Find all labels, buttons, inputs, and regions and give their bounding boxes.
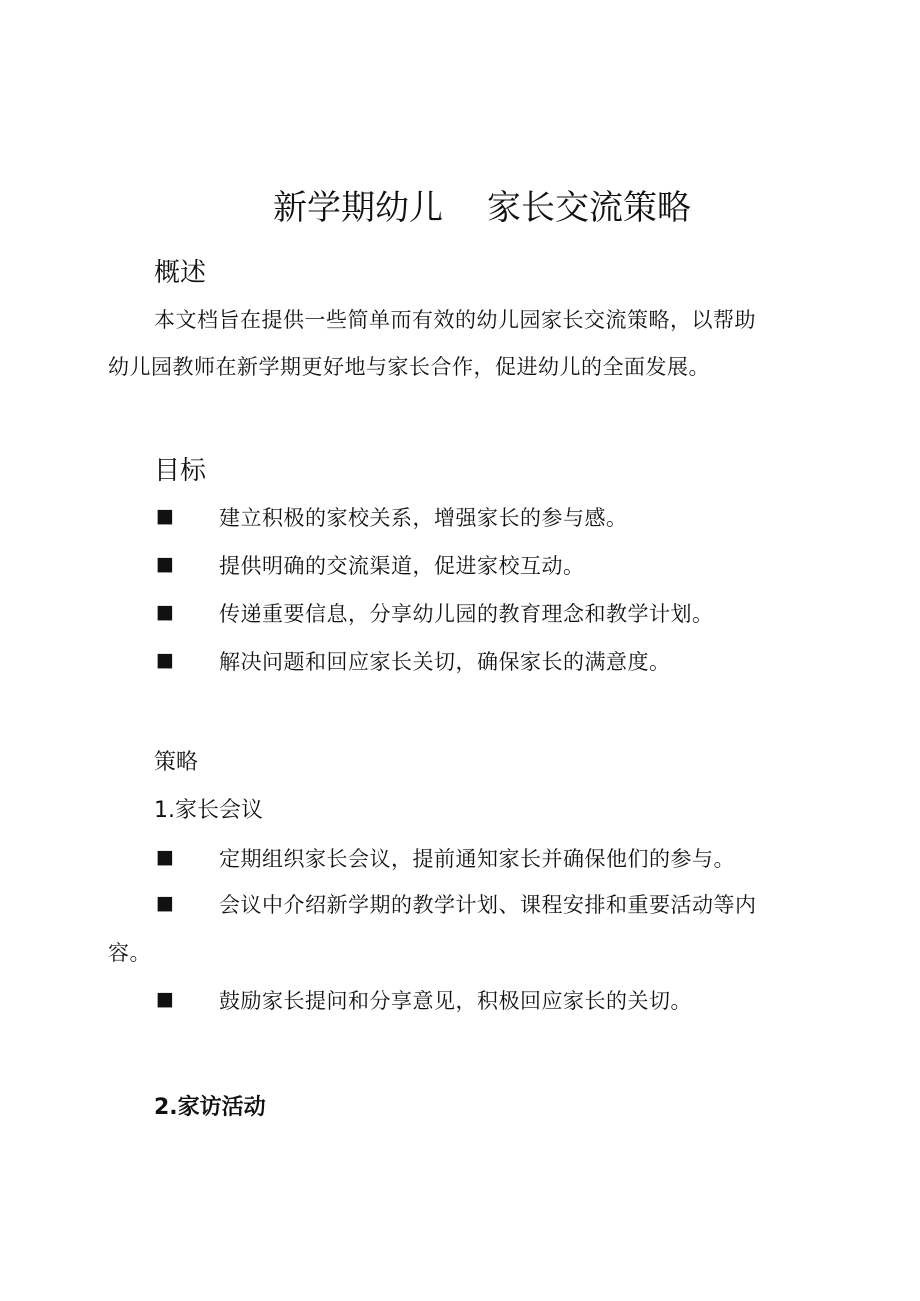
title-part-2: 家长交流策略 — [487, 188, 691, 228]
section-1-heading: 1.家长会议 — [154, 798, 263, 823]
bullet-icon: ■ — [156, 601, 174, 623]
goal-item-3: 传递重要信息，分享幼儿园的教育理念和教学计划。 — [219, 602, 714, 626]
strategy-heading: 策略 — [154, 750, 199, 775]
bullet-icon: ■ — [156, 649, 174, 671]
overview-paragraph-line-2: 幼儿园教师在新学期更好地与家长合作，促进幼儿的全面发展。 — [108, 355, 710, 379]
meeting-item-2: 会议中介绍新学期的教学计划、课程安排和重要活动等内 — [219, 893, 757, 917]
section-2-heading: 2.家访活动 — [154, 1095, 266, 1120]
goals-heading: 目标 — [154, 456, 207, 486]
page-title — [273, 180, 691, 229]
overview-heading: 概述 — [154, 258, 207, 288]
bullet-icon: ■ — [156, 892, 174, 914]
bullet-icon: ■ — [156, 988, 174, 1010]
goal-item-2: 提供明确的交流渠道，促进家校互动。 — [219, 554, 585, 578]
bullet-icon: ■ — [156, 553, 174, 575]
meeting-item-1: 定期组织家长会议，提前通知家长并确保他们的参与。 — [219, 847, 735, 871]
bullet-icon: ■ — [156, 846, 174, 868]
meeting-item-2-continuation: 容。 — [108, 941, 151, 965]
goal-item-4: 解决问题和回应家长关切，确保家长的满意度。 — [219, 650, 671, 674]
meeting-item-3: 鼓励家长提问和分享意见，积极回应家长的关切。 — [219, 989, 692, 1013]
overview-paragraph-line-1: 本文档旨在提供一些简单而有效的幼儿园家长交流策略，以帮助 — [154, 308, 756, 332]
bullet-icon: ■ — [156, 505, 174, 527]
title-part-1: 新学期幼儿 — [273, 188, 443, 228]
goal-item-1: 建立积极的家校关系，增强家长的参与感。 — [219, 506, 628, 530]
